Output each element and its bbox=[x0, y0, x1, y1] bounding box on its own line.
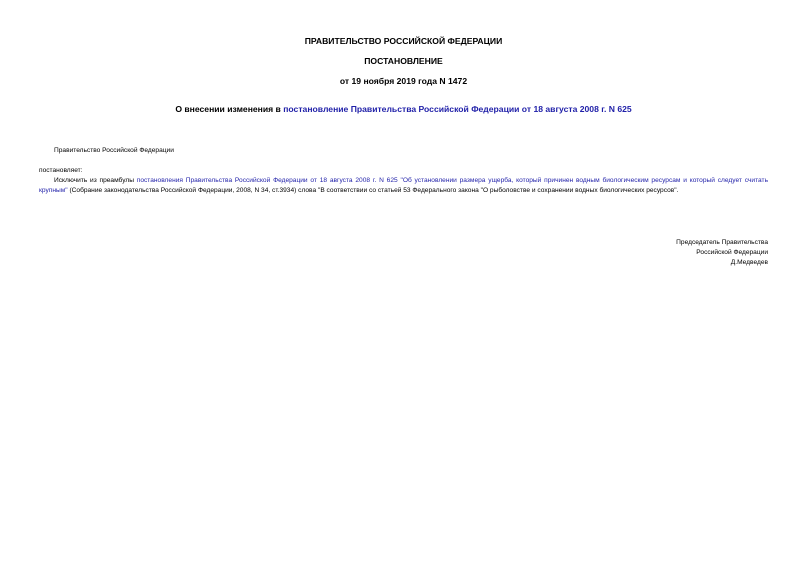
date-number-heading: от 19 ноября 2019 года N 1472 bbox=[339, 76, 468, 86]
title-prefix: О внесении изменения в bbox=[175, 104, 284, 114]
resolves-text: постановляет: bbox=[39, 167, 83, 174]
signature-name: Д.Медведев bbox=[730, 258, 768, 266]
paragraph-prefix: Исключить из преамбулы bbox=[54, 177, 137, 184]
resolution-link[interactable]: постановления Правительства Российской Федерации от 18 августа 2008 г. N 625 bbox=[136, 177, 398, 184]
government-heading: ПРАВИТЕЛЬСТВО РОССИЙСКОЙ ФЕДЕРАЦИИ bbox=[304, 36, 503, 46]
signature-organization: Российской Федерации bbox=[696, 248, 768, 256]
signature-position: Председатель Правительства bbox=[676, 239, 768, 246]
issuer-text: Правительство Российской Федерации bbox=[54, 147, 174, 154]
paragraph-suffix: (Собрание законодательства Российской Федерации, 2008, N 34, ст.3934) слова "В соответствии со статьей 53 Федерального закона "О рыболовстве и сохранении водных биологических ресурсов". bbox=[67, 186, 679, 194]
title-link[interactable]: постановление Правительства Российской Федерации от 18 августа 2008 г. N 625 bbox=[283, 104, 632, 114]
main-paragraph bbox=[39, 176, 768, 195]
document-title bbox=[0, 104, 807, 115]
document-type-heading: ПОСТАНОВЛЕНИЕ bbox=[364, 56, 443, 66]
signature-block bbox=[676, 238, 768, 267]
resolution-title-link[interactable]: "Об установлении размера ущерба, который причинен водным биологическим ресурсам и который следует считать крупным" bbox=[39, 177, 769, 194]
